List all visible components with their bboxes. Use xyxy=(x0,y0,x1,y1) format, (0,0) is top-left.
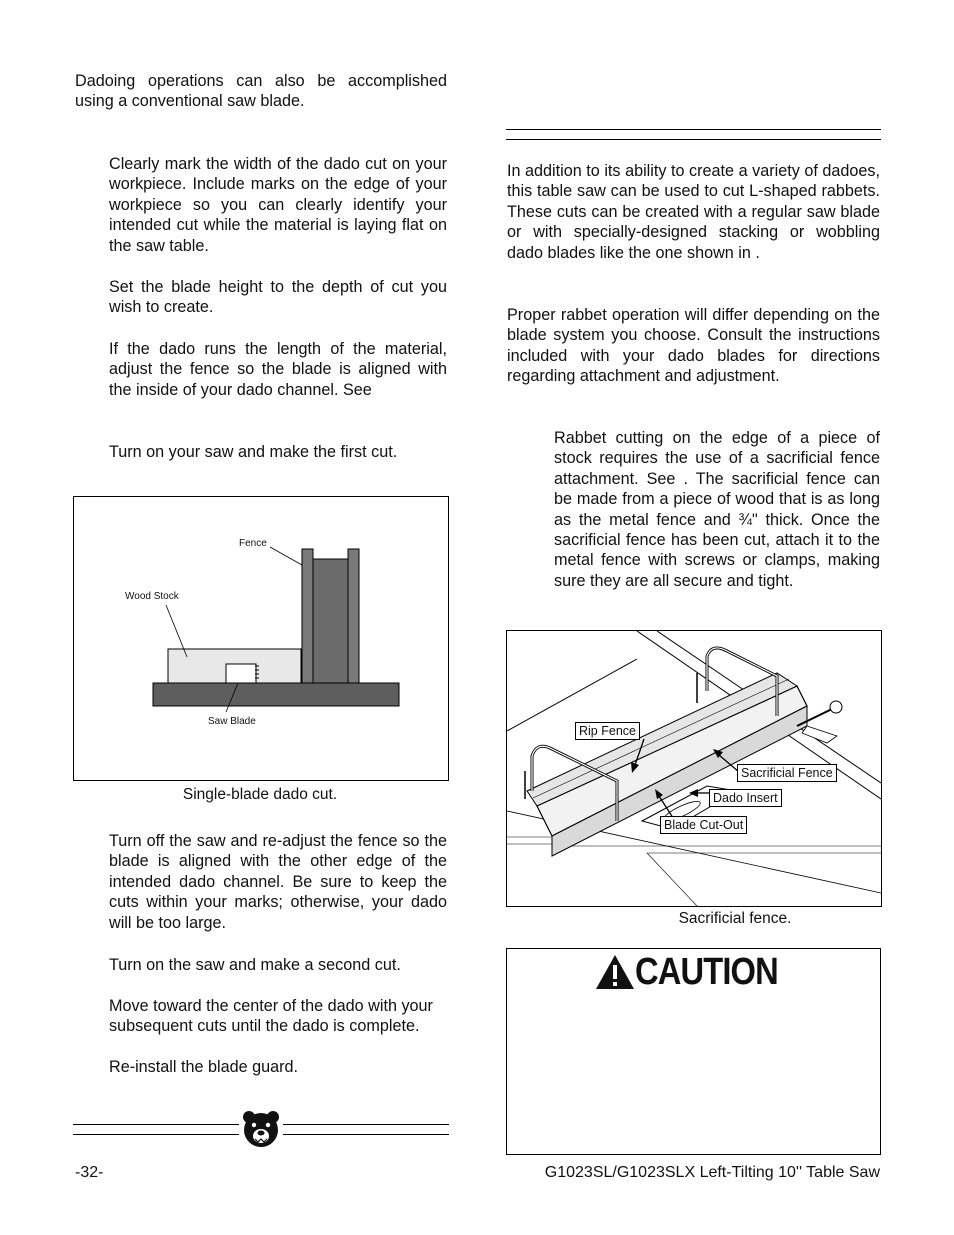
step-7: Move toward the center of the dado with your subsequent cuts until the dado is complete. xyxy=(109,997,433,1036)
step-4: Turn on your saw and make the first cut. xyxy=(109,443,398,461)
sacrificial-fence-callout: Sacrificial Fence xyxy=(737,764,837,782)
wood-stock-label: Wood Stock xyxy=(125,591,179,602)
rabbet-blade-paragraph: Proper rabbet operation will differ depending on the blade system you choose. Consult the instructions included with your dado blades for directions regarding attachment and adjustment. xyxy=(507,306,880,386)
caution-box xyxy=(506,948,881,1155)
rabbet-step-1: Rabbet cutting on the edge of a piece of stock requires the use of a sacrificial fence attachment. See . The sacrificial fence can be made from a piece of wood that is as long as the metal fence and ¾" thick. Once the sacrificial fence has been cut, attach it to the metal fence with screws or clamps, making sure they are all secure and tight. xyxy=(554,429,880,590)
intro-paragraph: Dadoing operations can also be accomplished using a conventional saw blade. xyxy=(75,72,447,111)
saw-blade-label: Saw Blade xyxy=(208,716,256,727)
step-1: Clearly mark the width of the dado cut on your workpiece. Include marks on the edge of your workpiece so you can clearly identify your intended cut while the material is laying flat on the saw table. xyxy=(109,155,447,255)
dado-figure xyxy=(73,496,449,781)
blade-notch xyxy=(226,664,256,683)
footer-rule-left-1 xyxy=(73,1124,239,1125)
sacrificial-fence-caption: Sacrificial fence. xyxy=(678,910,792,927)
step-2: Set the blade height to the depth of cut you wish to create. xyxy=(109,278,447,317)
step-3: If the dado runs the length of the material, adjust the fence so the blade is aligned with the inside of your dado channel. See xyxy=(109,340,447,399)
dado-figure-caption: Single-blade dado cut. xyxy=(182,786,338,803)
blade-cut-out-callout: Blade Cut-Out xyxy=(660,816,747,834)
bear-logo-icon xyxy=(240,1108,282,1150)
section-heading-rule-2 xyxy=(506,139,881,140)
footer-rule-right-1 xyxy=(283,1124,449,1125)
sacrificial-fence-figure xyxy=(506,630,882,907)
step-6: Turn on the saw and make a second cut. xyxy=(109,956,401,974)
saw-table xyxy=(153,683,399,706)
footer-rule-left-2 xyxy=(73,1134,239,1135)
caution-title: CAUTION xyxy=(635,951,778,993)
step-5: Turn off the saw and re-adjust the fence so the blade is aligned with the other edge of the intended dado channel. Be sure to keep the cuts within your marks; otherwise, your dado will be too large. xyxy=(109,832,447,932)
warning-triangle-icon xyxy=(595,954,635,990)
footer-rule-right-2 xyxy=(283,1134,449,1135)
rip-fence-callout: Rip Fence xyxy=(575,722,640,740)
fence-shape xyxy=(302,549,313,683)
page-number: -32- xyxy=(75,1164,104,1181)
fence-label: Fence xyxy=(239,538,267,549)
step-8: Re-install the blade guard. xyxy=(109,1058,298,1076)
rabbet-intro-paragraph: In addition to its ability to create a variety of dadoes, this table saw can be used to cut L-shaped rabbets. These cuts can be created with a regular saw blade or with specially-designed stacking or wobbling dado blades like the one shown in . xyxy=(507,162,880,262)
footer-model: G1023SL/G1023SLX Left-Tilting 10'' Table Saw xyxy=(544,1164,880,1181)
section-heading-rule-1 xyxy=(506,129,881,130)
dado-insert-callout: Dado Insert xyxy=(709,789,782,807)
